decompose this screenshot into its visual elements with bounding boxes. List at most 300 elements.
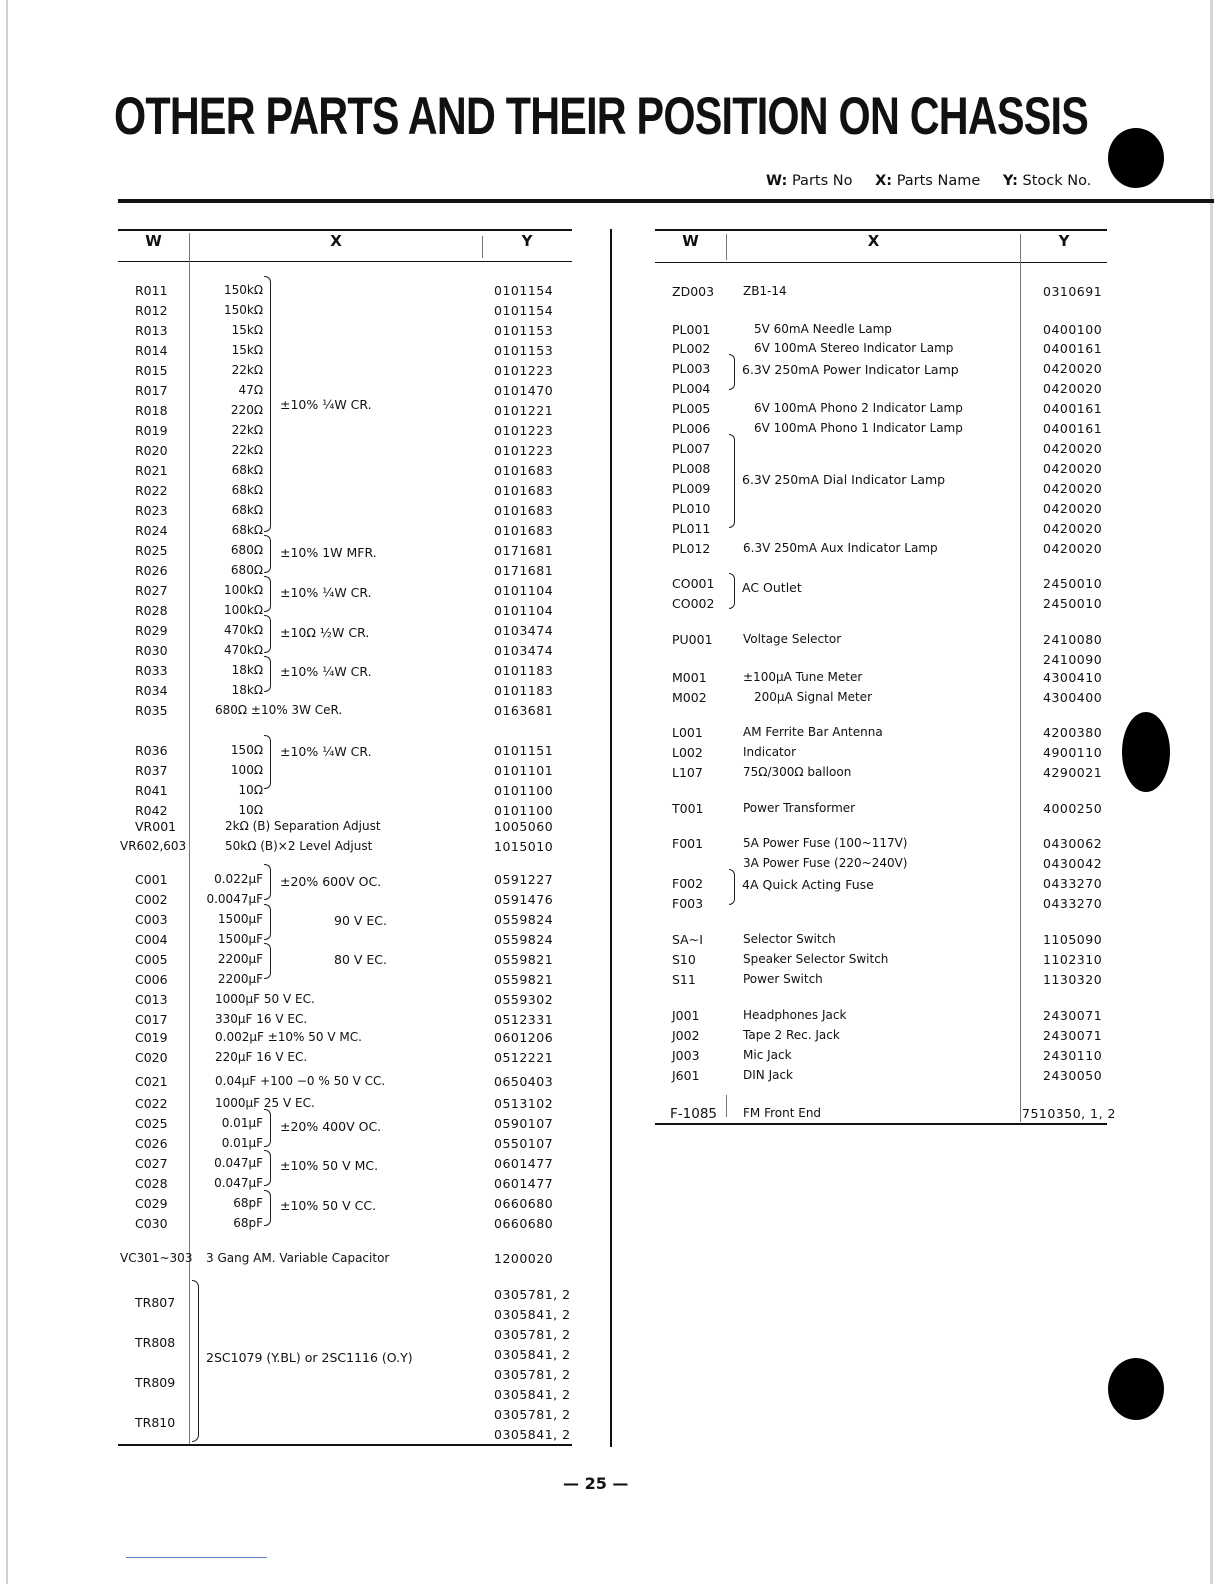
right-table-header-rule <box>655 262 1107 263</box>
right-table-top-rule <box>655 229 1107 231</box>
group-spec: AC Outlet <box>742 580 802 595</box>
group-brace <box>192 1280 199 1442</box>
part-number: R037 <box>135 763 168 778</box>
part-name: 50kΩ (B)×2 Level Adjust <box>225 839 373 853</box>
part-number: R018 <box>135 403 168 418</box>
part-number: J601 <box>672 1068 700 1083</box>
part-number: C017 <box>135 1012 168 1027</box>
part-name: 0.002μF ±10% 50 V MC. <box>215 1030 362 1044</box>
header-rule <box>118 199 1214 203</box>
part-number: S10 <box>672 952 696 967</box>
stock-number: 0430042 <box>1043 856 1103 871</box>
stock-number: 0171681 <box>494 543 554 558</box>
stock-number: 0400100 <box>1043 322 1103 337</box>
part-name: 220μF 16 V EC. <box>215 1050 308 1064</box>
stock-number: 0420020 <box>1043 441 1103 456</box>
stock-number: 0591227 <box>494 872 554 887</box>
part-number: CO002 <box>672 596 715 611</box>
part-number: C003 <box>135 912 168 927</box>
group-brace <box>264 735 271 789</box>
left-header-y: Y <box>521 232 533 250</box>
page-number: — 25 — <box>563 1474 629 1493</box>
right-col-divider-2 <box>1020 234 1021 1122</box>
right-header-y: Y <box>1058 232 1070 250</box>
part-number: R028 <box>135 603 168 618</box>
part-name: 68kΩ <box>231 523 263 537</box>
part-number: L107 <box>672 765 703 780</box>
part-name: 15kΩ <box>231 343 263 357</box>
part-name: 68kΩ <box>231 503 263 517</box>
part-name: 18kΩ <box>231 683 263 697</box>
stock-number: 4300410 <box>1043 670 1103 685</box>
group-spec: 90 V EC. <box>334 913 388 928</box>
group-brace <box>264 1190 271 1226</box>
stock-number: 4290021 <box>1043 765 1103 780</box>
part-name: 200μA Signal Meter <box>754 690 872 704</box>
part-name: 150Ω <box>230 743 263 757</box>
stock-number: 2430110 <box>1043 1048 1103 1063</box>
part-name: 100kΩ <box>223 583 263 597</box>
part-name: 3 Gang AM. Variable Capacitor <box>206 1251 390 1265</box>
part-name: 68kΩ <box>231 463 263 477</box>
stock-number: 0101221 <box>494 403 554 418</box>
stock-number: 0101683 <box>494 523 554 538</box>
stock-number: 2410080 <box>1043 632 1103 647</box>
part-number: TR808 <box>135 1335 176 1350</box>
part-number: R029 <box>135 623 168 638</box>
part-name: Mic Jack <box>743 1048 792 1062</box>
stock-number: 0660680 <box>494 1196 554 1211</box>
part-number: C006 <box>135 972 168 987</box>
stock-number: 0550107 <box>494 1136 554 1151</box>
part-name: 18kΩ <box>231 663 263 677</box>
part-name: Voltage Selector <box>743 632 842 646</box>
right-table-bottom-rule <box>655 1123 1107 1125</box>
part-number: PL001 <box>672 322 711 337</box>
stock-number: 0559824 <box>494 912 554 927</box>
binder-hole-bottom <box>1108 1358 1164 1420</box>
stock-number: 0559821 <box>494 952 554 967</box>
stock-number: 0101223 <box>494 363 554 378</box>
part-number: PL012 <box>672 541 711 556</box>
stock-number: 1105090 <box>1043 932 1103 947</box>
part-name: 68kΩ <box>231 483 263 497</box>
part-number: L002 <box>672 745 703 760</box>
part-name: 1000μF 50 V EC. <box>215 992 315 1006</box>
stock-number: 0101183 <box>494 663 554 678</box>
part-name: ±100μA Tune Meter <box>743 670 863 684</box>
part-name: 220Ω <box>230 403 263 417</box>
group-brace <box>729 869 735 905</box>
part-name: 2200μF <box>217 952 263 966</box>
part-name: 5V 60mA Needle Lamp <box>754 322 892 336</box>
stock-number: 0601477 <box>494 1176 554 1191</box>
page-edge-right <box>1210 0 1213 1584</box>
stock-number: 0101683 <box>494 503 554 518</box>
group-spec: ±10% ¼W CR. <box>280 585 372 600</box>
part-name: AM Ferrite Bar Antenna <box>743 725 883 739</box>
group-brace <box>729 573 735 609</box>
group-brace <box>729 354 735 390</box>
left-header-x: X <box>330 232 342 250</box>
part-name: 680Ω <box>230 543 263 557</box>
part-number: F001 <box>672 836 704 851</box>
stock-number: 0400161 <box>1043 421 1103 436</box>
group-brace <box>264 656 271 692</box>
part-name: 0.04μF +100 −0 % 50 V CC. <box>215 1074 386 1088</box>
part-number: R019 <box>135 423 168 438</box>
part-number: C021 <box>135 1074 168 1089</box>
group-spec: 6.3V 250mA Dial Indicator Lamp <box>742 472 946 487</box>
part-name: 0.022μF <box>214 872 263 886</box>
part-number: VC301~303 <box>120 1251 193 1265</box>
group-spec: 2SC1079 (Y.BL) or 2SC1116 (O.Y) <box>206 1350 413 1365</box>
stock-number: 0101153 <box>494 323 554 338</box>
group-spec: ±10% 1W MFR. <box>280 545 377 560</box>
part-number: VR001 <box>135 819 177 834</box>
stock-number: 0305781, 2 <box>494 1327 571 1342</box>
stock-number: 0101104 <box>494 583 554 598</box>
part-name: Tape 2 Rec. Jack <box>743 1028 840 1042</box>
stock-number: 0101151 <box>494 743 554 758</box>
stock-number: 0433270 <box>1043 896 1103 911</box>
stock-number: 0163681 <box>494 703 554 718</box>
part-number: C002 <box>135 892 168 907</box>
part-number: ZD003 <box>672 284 715 299</box>
stock-number: 0305841, 2 <box>494 1307 571 1322</box>
group-brace <box>264 1109 271 1147</box>
group-spec: ±20% 600V OC. <box>280 874 382 889</box>
column-legend: W: Parts No X: Parts Name Y: Stock No. <box>766 173 1092 189</box>
group-brace <box>264 904 271 940</box>
stock-number: 0590107 <box>494 1116 554 1131</box>
part-number: PL008 <box>672 461 711 476</box>
group-brace <box>264 576 271 612</box>
part-number: PL002 <box>672 341 711 356</box>
part-number: C030 <box>135 1216 168 1231</box>
part-number: R022 <box>135 483 168 498</box>
stock-number: 2450010 <box>1043 596 1103 611</box>
part-number: CO001 <box>672 576 715 591</box>
part-name: 1500μF <box>217 932 263 946</box>
part-name: 150kΩ <box>223 303 263 317</box>
part-name: DIN Jack <box>743 1068 794 1082</box>
part-name: 1000μF 25 V EC. <box>215 1096 315 1110</box>
part-number: F002 <box>672 876 704 891</box>
group-spec: 4A Quick Acting Fuse <box>742 877 874 892</box>
part-number: J003 <box>672 1048 700 1063</box>
stock-number: 0310691 <box>1043 284 1103 299</box>
group-brace <box>264 1150 271 1186</box>
left-table-header-rule <box>118 261 572 262</box>
stock-number: 0103474 <box>494 643 554 658</box>
part-number: PL010 <box>672 501 711 516</box>
part-number: PL011 <box>672 521 711 536</box>
group-brace <box>729 434 735 528</box>
part-name: 22kΩ <box>231 443 263 457</box>
part-number: C028 <box>135 1176 168 1191</box>
part-name: 68pF <box>233 1196 263 1210</box>
part-number: R021 <box>135 463 168 478</box>
stock-number: 0305841, 2 <box>494 1427 571 1442</box>
group-spec: ±10% ¼W CR. <box>280 397 372 412</box>
part-name: 1500μF <box>217 912 263 926</box>
part-name: 10Ω <box>238 783 263 797</box>
part-name: 0.01μF <box>221 1136 263 1150</box>
left-table-top-rule <box>118 229 572 231</box>
part-name: 680Ω <box>230 563 263 577</box>
stock-number: 4000250 <box>1043 801 1103 816</box>
stock-number: 0101154 <box>494 303 554 318</box>
part-name: 2kΩ (B) Separation Adjust <box>225 819 381 833</box>
group-spec: 6.3V 250mA Power Indicator Lamp <box>742 362 959 377</box>
stock-number: 0101104 <box>494 603 554 618</box>
part-number: PU001 <box>672 632 713 647</box>
stock-number: 1005060 <box>494 819 554 834</box>
binder-hole-middle <box>1122 712 1170 792</box>
stock-number: 2410090 <box>1043 652 1103 667</box>
right-header-x: X <box>867 232 880 250</box>
part-name: Headphones Jack <box>743 1008 847 1022</box>
stock-number: 0305841, 2 <box>494 1387 571 1402</box>
part-name: 15kΩ <box>231 323 263 337</box>
stock-number: 0420020 <box>1043 381 1103 396</box>
right-header-w: W <box>682 232 699 250</box>
stock-number: 0101683 <box>494 483 554 498</box>
part-number: C019 <box>135 1030 168 1045</box>
part-number: C025 <box>135 1116 168 1131</box>
stock-number: 0513102 <box>494 1096 554 1111</box>
stock-number: 4200380 <box>1043 725 1103 740</box>
stock-number: 0305781, 2 <box>494 1407 571 1422</box>
part-number: PL005 <box>672 401 711 416</box>
left-header-w: W <box>145 232 162 250</box>
part-number: C005 <box>135 952 168 967</box>
stock-number: 1130320 <box>1043 972 1103 987</box>
part-number: R042 <box>135 803 168 818</box>
part-number: C004 <box>135 932 168 947</box>
part-number: R041 <box>135 783 168 798</box>
part-name: FM Front End <box>743 1106 822 1120</box>
stock-number: 0512331 <box>494 1012 554 1027</box>
part-number: R026 <box>135 563 168 578</box>
group-brace <box>264 864 271 900</box>
stock-number: 0591476 <box>494 892 554 907</box>
stock-number: 0420020 <box>1043 481 1103 496</box>
part-name: 22kΩ <box>231 423 263 437</box>
binder-hole-top <box>1108 128 1164 188</box>
stock-number: 0101153 <box>494 343 554 358</box>
group-spec: ±10Ω ½W CR. <box>280 625 370 640</box>
part-name: 330μF 16 V EC. <box>215 1012 308 1026</box>
part-number: PL003 <box>672 361 711 376</box>
stock-number: 0559302 <box>494 992 554 1007</box>
part-name: 0.047μF <box>214 1176 263 1190</box>
part-name: Power Transformer <box>743 801 856 815</box>
part-number: R036 <box>135 743 168 758</box>
left-table-bottom-rule <box>118 1444 572 1446</box>
part-number: R033 <box>135 663 168 678</box>
part-number: J002 <box>672 1028 700 1043</box>
part-name: 5A Power Fuse (100~117V) <box>743 836 908 850</box>
part-number: C020 <box>135 1050 168 1065</box>
part-name: 0.01μF <box>221 1116 263 1130</box>
stock-number: 1200020 <box>494 1251 554 1266</box>
part-number: R027 <box>135 583 168 598</box>
stock-number: 1015010 <box>494 839 554 854</box>
stock-number: 0101683 <box>494 463 554 478</box>
stock-number: 0101100 <box>494 803 554 818</box>
part-number: C022 <box>135 1096 168 1111</box>
part-number: M001 <box>672 670 707 685</box>
part-name: 3A Power Fuse (220~240V) <box>743 856 908 870</box>
stock-number: 0420020 <box>1043 501 1103 516</box>
part-number: C013 <box>135 992 168 1007</box>
part-number: VR602,603 <box>120 839 187 853</box>
stock-number: 0171681 <box>494 563 554 578</box>
stock-number: 2430071 <box>1043 1008 1103 1023</box>
stock-number: 1102310 <box>1043 952 1103 967</box>
group-brace <box>264 615 271 653</box>
part-number: T001 <box>672 801 704 816</box>
part-number: TR809 <box>135 1375 176 1390</box>
stock-number: 0400161 <box>1043 341 1103 356</box>
stock-number: 0103474 <box>494 623 554 638</box>
group-spec: ±20% 400V OC. <box>280 1119 382 1134</box>
part-number: C026 <box>135 1136 168 1151</box>
right-col-divider-1b <box>726 1095 727 1117</box>
stock-number: 0305841, 2 <box>494 1347 571 1362</box>
stock-number: 0101183 <box>494 683 554 698</box>
part-number: TR807 <box>135 1295 176 1310</box>
part-number: F003 <box>672 896 704 911</box>
part-number: PL007 <box>672 441 711 456</box>
part-number: R017 <box>135 383 168 398</box>
stock-number: 4300400 <box>1043 690 1103 705</box>
group-spec: ±10% 50 V CC. <box>280 1198 377 1213</box>
stock-number: 0420020 <box>1043 461 1103 476</box>
group-spec: 80 V EC. <box>334 952 388 967</box>
part-name: 6V 100mA Phono 2 Indicator Lamp <box>754 401 963 415</box>
group-brace <box>264 276 271 532</box>
part-number: M002 <box>672 690 707 705</box>
part-name: 10Ω <box>238 803 263 817</box>
stock-number: 2430050 <box>1043 1068 1103 1083</box>
group-spec: ±10% ¼W CR. <box>280 664 372 679</box>
part-name: 2200μF <box>217 972 263 986</box>
stock-number: 2450010 <box>1043 576 1103 591</box>
part-number: R025 <box>135 543 168 558</box>
stock-number: 0101223 <box>494 423 554 438</box>
page-edge-left <box>6 0 8 1584</box>
stock-number: 0305781, 2 <box>494 1287 571 1302</box>
stock-number: 0420020 <box>1043 541 1103 556</box>
part-number: R020 <box>135 443 168 458</box>
part-number: PL006 <box>672 421 711 436</box>
group-spec: ±10% 50 V MC. <box>280 1158 379 1173</box>
stock-number: 2430071 <box>1043 1028 1103 1043</box>
stock-number: 0101470 <box>494 383 554 398</box>
group-brace <box>264 535 271 573</box>
part-number: C001 <box>135 872 168 887</box>
stock-number: 0101154 <box>494 283 554 298</box>
part-name: 6V 100mA Stereo Indicator Lamp <box>754 341 954 355</box>
part-number: R023 <box>135 503 168 518</box>
part-number: R015 <box>135 363 168 378</box>
stock-number: 0559824 <box>494 932 554 947</box>
part-number: R013 <box>135 323 168 338</box>
part-number: F-1085 <box>670 1106 717 1122</box>
part-name: 100Ω <box>230 763 263 777</box>
part-name: 470kΩ <box>223 643 263 657</box>
part-name: 0.047μF <box>214 1156 263 1170</box>
stock-number: 0601206 <box>494 1030 554 1045</box>
stock-number: 0420020 <box>1043 361 1103 376</box>
stock-number: 0101223 <box>494 443 554 458</box>
part-name: Indicator <box>743 745 797 759</box>
part-name: 470kΩ <box>223 623 263 637</box>
footer-mark <box>126 1557 267 1558</box>
group-spec: ±10% ¼W CR. <box>280 744 372 759</box>
stock-number: 0559821 <box>494 972 554 987</box>
part-number: SA~I <box>672 932 703 947</box>
part-number: PL004 <box>672 381 711 396</box>
part-name: 75Ω/300Ω balloon <box>743 765 852 779</box>
part-number: R012 <box>135 303 168 318</box>
stock-number: 0650403 <box>494 1074 554 1089</box>
part-number: TR810 <box>135 1415 176 1430</box>
stock-number: 0420020 <box>1043 521 1103 536</box>
stock-number: 7510350, 1, 2 <box>1022 1106 1116 1121</box>
part-name: Power Switch <box>743 972 823 986</box>
part-number: R014 <box>135 343 168 358</box>
part-number: PL009 <box>672 481 711 496</box>
page-title: OTHER PARTS AND THEIR POSITION ON CHASSIS <box>114 87 1089 146</box>
part-number: S11 <box>672 972 696 987</box>
part-name: ZB1-14 <box>743 284 787 298</box>
group-brace <box>264 943 271 979</box>
part-number: R024 <box>135 523 168 538</box>
stock-number: 0601477 <box>494 1156 554 1171</box>
stock-number: 0512221 <box>494 1050 554 1065</box>
part-number: C027 <box>135 1156 168 1171</box>
part-name: 150kΩ <box>223 283 263 297</box>
center-divider <box>610 229 612 1447</box>
part-name: 100kΩ <box>223 603 263 617</box>
part-name: 0.0047μF <box>206 892 263 906</box>
stock-number: 4900110 <box>1043 745 1103 760</box>
part-number: R035 <box>135 703 168 718</box>
stock-number: 0660680 <box>494 1216 554 1231</box>
part-name: Selector Switch <box>743 932 836 946</box>
part-name: 6.3V 250mA Aux Indicator Lamp <box>743 541 938 555</box>
part-number: L001 <box>672 725 703 740</box>
stock-number: 0400161 <box>1043 401 1103 416</box>
part-number: J001 <box>672 1008 700 1023</box>
part-name: 47Ω <box>238 383 263 397</box>
part-name: 68pF <box>233 1216 263 1230</box>
part-name: 680Ω ±10% 3W CeR. <box>215 703 343 717</box>
stock-number: 0430062 <box>1043 836 1103 851</box>
stock-number: 0433270 <box>1043 876 1103 891</box>
stock-number: 0305781, 2 <box>494 1367 571 1382</box>
part-number: R030 <box>135 643 168 658</box>
stock-number: 0101101 <box>494 763 554 778</box>
part-number: R011 <box>135 283 168 298</box>
part-name: 6V 100mA Phono 1 Indicator Lamp <box>754 421 963 435</box>
part-number: R034 <box>135 683 168 698</box>
stock-number: 0101100 <box>494 783 554 798</box>
